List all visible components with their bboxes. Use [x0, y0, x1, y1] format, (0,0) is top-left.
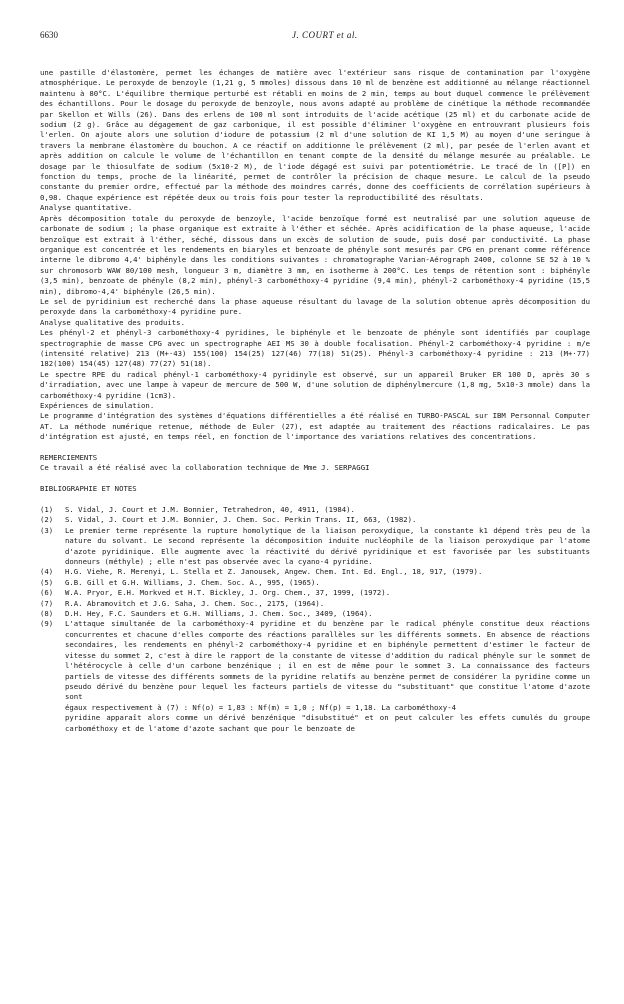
reference-item: [40, 609, 590, 619]
experimental-text: [40, 68, 590, 734]
page-number: 6630: [40, 30, 58, 40]
reference-text: H.G. Viehe, R. Merenyi, L. Stella et Z. Janousek, Angew. Chem. Int. Ed. Engl., 18, 917, (1979).: [65, 567, 483, 577]
section-label: Analyse qualitative des produits.: [40, 317, 185, 327]
reference-text: Le premier terme représente la rupture homolytique de la liaison peroxydique, la constante k1 dépend très peu de la nature du solvant. Le second représente la décomposition induite nucléophile de la liaison peroxydique par l'atome d'azote pyridinique. Elle augmente avec la réactivité du dérivé pyridinique et est favorisée par les substituants donneurs (méthyle) ; elle n'est pas observée avec la cyano-4 pyridine.: [65, 525, 590, 567]
reference-text: R.A. Abramovitch et J.G. Saha, J. Chem. Soc., 2175, (1964).: [65, 598, 325, 608]
paragraph: Le sel de pyridinium est recherché dans la phase aqueuse résultant du lavage de la solution obtenue après décomposition du peroxyde dans la carbométhoxy-4 pyridine pure.: [40, 296, 590, 317]
reference-number: (7): [40, 598, 54, 608]
page-header: [40, 30, 590, 48]
references-heading: BIBLIOGRAPHIE ET NOTES: [40, 484, 137, 494]
acknowledgements-heading: REMERCIEMENTS: [40, 453, 98, 463]
reference-number: (8): [40, 609, 54, 619]
partial-rate-factors: égaux respectivement à (7) : Nf(o) = 1,83 : Nf(m) = 1,0 ; Nf(p) = 1,18. La carbométhoxy-4: [65, 702, 456, 712]
reference-text: S. Vidal, J. Court et J.M. Bonnier, Tetrahedron, 40, 4911, (1984).: [65, 505, 355, 515]
reference-paragraph: pyridine apparaît alors comme un dérivé benzénique "disubstitué" et on peut calculer les effets cumulés du groupe carbométhoxy et de l'atome d'azote sachant que pour le benzoate de: [65, 713, 590, 733]
paragraph: Après décomposition totale du peroxyde de benzoyle, l'acide benzoïque formé est neutralisé par une solution aqueuse de carbonate de sodium ; la phase organique est extraite à l'éther et séchée. Après acidification de la phase aqueuse, l'acide benzoïque est extrait à l'éther, séché, dissous dans un excès de solution de soude, puis dosé par conductivité. La phase organique est concentrée et les rendements en biaryles et benzoate de phényle sont mesurés par CPG en prenant comme référence interne le dibromo 4,4' biphényle dans les conditions suivantes : chromatographe Varian-Aérograph 2400, colonne SE 52 à 10 % sur chromosorb WAW 80/100 mesh, longueur 3 m, diamètre 3 mm, en isotherme à 200°C. Les temps de rétention sont : biphényle (3,5 min), benzoate de phényle (8,2 min), phényl-3 carbométhoxy-4 pyridine (9,4 min), phényl-2 carbométhoxy-4 pyridine (15,5 min), dibromo-4,4' biphényle (26,5 min).: [40, 213, 590, 296]
reference-item: [40, 526, 590, 568]
reference-text: D.H. Hey, F.C. Saunders et G.H. Williams, J. Chem. Soc., 3409, (1964).: [65, 609, 373, 619]
paragraph: Le programme d'intégration des systèmes d'équations différentielles a été réalisé en TURBO-PASCAL sur IBM Personnal Computer AT. La méthode numérique retenue, méthode de Euler (27), est adaptée au traitement des réactions radicalaires. Le pas d'intégration est ajusté, en temps réel, en fonction de l'importance des variations relatives des concentrations.: [40, 411, 590, 442]
reference-item: [40, 619, 590, 733]
acknowledgements-text: Ce travail a été réalisé avec la collaboration technique de Mme J. SERPAGGI: [40, 463, 370, 473]
reference-text: S. Vidal, J. Court et J.M. Bonnier, J. Chem. Soc. Perkin Trans. II, 663, (1982).: [65, 515, 417, 525]
reference-text: [65, 619, 590, 733]
reference-number: (3): [40, 525, 54, 535]
running-title: J. COURT et al.: [292, 30, 358, 40]
reference-text: W.A. Pryor, E.H. Morkved et H.T. Bickley, J. Org. Chem., 37, 1999, (1972).: [65, 588, 391, 598]
paragraph: une pastille d'élastomère, permet les échanges de matière avec l'extérieur sans risque de contamination par l'oxygène atmosphérique. Le peroxyde de benzoyle (1,21 g, 5 mmoles) dissous dans 10 ml de benzène est additionné au mélange réactionnel maintenu à 80°C. L'équilibre thermique perturbé est rétabli en moins de 2 min, temps au bout duquel commence le prélèvement des échantillons. Pour le dosage du peroxyde de benzoyle, nous avons adapté au problème de cinétique la méthode recommandée par Skellon et Wills (26). Dans des erlens de 100 ml sont introduits de l'acide acétique (25 ml) et du carbonate acide de sodium (2 g). Grâce au dégagement de gaz carbonique, il est possible d'éliminer l'oxygène en entrouvrant plusieurs fois l'erlen. On ajoute alors une solution d'iodure de potassium (2 ml d'une solution de KI 1,5 M) au moyen d'une seringue à travers la membrane élastomère du bouchon. A ce réactif on additionne le prélèvement (2 ml), par pesée de l'erlen avant et après addition on calcule le volume de l'échantillon en tenant compte de la densité du mélange mesurée au préalable. Le dosage par le thiosulfate de sodium (5x10-2 M), de l'iode dégagé est suivi par potentiométrie. Le tracé de ln ([P]) en fonction du temps, proche de la linéarité, permet de contrôler la précision de chaque mesure. Le calcul de la pseudo constante du premier ordre, effectué par la méthode des moindres carrés, donne des coefficients de corrélation supérieurs à 0,98. Chaque expérience est répétée deux ou trois fois pour tester la reproductibilité des résultats.: [40, 68, 590, 202]
reference-item: [40, 578, 590, 588]
reference-item: [40, 599, 590, 609]
reference-item: [40, 515, 590, 525]
section-label: Expériences de simulation.: [40, 401, 155, 410]
section-label: Analyse quantitative.: [40, 203, 133, 213]
page: [40, 30, 590, 734]
reference-item: [40, 567, 590, 577]
reference-paragraph: L'attaque simultanée de la carbométhoxy-4 pyridine et du benzène par le radical phényle constitue deux réactions concurrentes et chacune d'elles comporte des réactions parallèles sur les différents sommets. En absence de réactions secondaires, les rendements en phényl-2 carbométhoxy-4 pyridine et en biphényle permettent d'estimer le facteur de vitesse du sommet 2, c'est à dire le rapport de la constante de vitesse d'addition du radical phényle sur le sommet de l'hétérocycle à celle d'un carbone benzénique ; il en est de même pour le sommet 3. La connaissance des facteurs partiels de vitesse des différents sommets de la pyridine relatifs au benzène permet de considérer la pyridine comme un pseudo dérivé du benzène pour lequel les facteurs partiels de vitesse du "substituant" que constitue l'atome d'azote sont: [65, 619, 590, 702]
reference-number: (6): [40, 588, 54, 598]
reference-number: (9): [40, 619, 54, 629]
reference-text: G.B. Gill et G.H. Williams, J. Chem. Soc. A., 995, (1965).: [65, 577, 320, 587]
reference-item: [40, 505, 590, 515]
reference-number: (4): [40, 567, 54, 577]
reference-number: (1): [40, 505, 54, 515]
reference-number: (2): [40, 515, 54, 525]
reference-list: [40, 505, 590, 734]
reference-item: [40, 588, 590, 598]
reference-number: (5): [40, 577, 54, 587]
paragraph: Les phényl-2 et phényl-3 carbométhoxy-4 pyridines, le biphényle et le benzoate de phényle sont identifiés par couplage spectrographie de masse CPG avec un spectrographe AEI MS 30 à double focalisation. Phényl-2 carbométhoxy-4 pyridine : m/e (intensité relative) 213 (M+·43) 155(100) 154(25) 127(46) 77(18) 51(25). Phényl-3 carbométhoxy-4 pyridine : 213 (M+·77) 182(100) 154(45) 127(48) 77(27) 51(18).: [40, 328, 590, 369]
paragraph: Le spectre RPE du radical phényl-1 carbométhoxy-4 pyridinyle est observé, sur un appareil Bruker ER 100 D, après 30 s d'irradiation, avec une lampe à vapeur de mercure de 500 W, d'une solution de diphénylmercure (1,8 mg, 5x10-3 mmole) dans la carbométhoxy-4 pyridine (1cm3).: [40, 369, 590, 400]
